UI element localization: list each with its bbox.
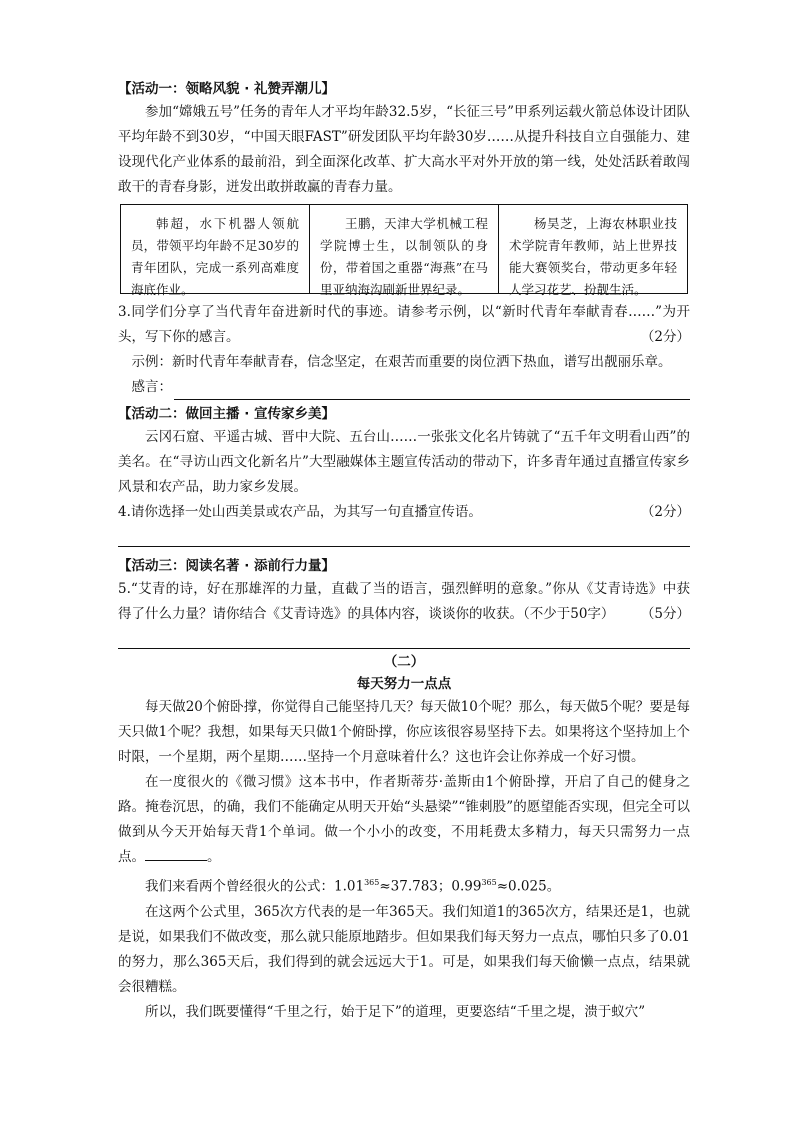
activity1-heading: 【活动一：领略风貌 · 礼赞弄潮儿】 [118,81,336,97]
article-formula-paragraph: 我们来看两个曾经很火的公式：$1.01^{365}\approx 37.783$；$0.99^{365}\approx 0.025$。 [145,878,561,895]
hero-cards [120,204,688,297]
question-4-answer-line[interactable] [118,545,690,547]
question-4-points: （2分） [640,504,690,520]
hero-card-hanchao: 韩超，水下机器人领航员，带领平均年龄不足30岁的青年团队，完成一系列高难度海底作业。 [131,216,299,297]
part2-label: （二） [383,654,425,670]
article-paragraph-5: 所以，我们既要懂得“千里之行，始于足下”的道理，更要恣结“千里之堤，溃于蚁穴” [145,1003,646,1020]
question-3 [118,300,690,400]
article-paragraph-1: 每天做20个俯卧撑，你觉得自己能坚持几天？每天做10个呢？那么，每天做5个呢？要是每天只做1个呢？我想，如果每天只做1个俯卧撑，你应该很容易坚持下去。如果将这个坚持加上个时限，一个星期，两个星期……坚持一个月意味着什么？这也许会让你养成一个好习惯。 [118,699,690,765]
question-3-points: （2分） [640,329,690,345]
hero-card-wangpeng: 王鹏，天津大学机械工程学院博士生，以制领队的身份，带着国之重器“海燕”在马里亚纳海沟刷新世界纪录。 [309,205,498,293]
article-paragraph-4: 在这两个公式里，365次方代表的是一年365天。我们知道1的365次方，结果还是1，也就是说，如果我们不做改变，那么就只能原地踏步。但如果我们每天努力一点点，哪怕只多了0.01的努力，那么365天后，我们得到的就会远远大于1。可是，如果我们每天偷懒一点点，结果就会很糟糕。 [118,903,690,995]
question-5-text: 5.“艾青的诗，好在那雄浑的力量，直截了当的语言，强烈鲜明的意象。”你从《艾青诗选》中获得了什么力量？请你结合《艾青诗选》的具体内容，谈谈你的收获。（不少于50字） （5分） [118,577,690,627]
activity2-intro: 云冈石窟、平遥古城、晋中大院、五台山……一张张文化名片铸就了“五千年文明看山西”的美名。在“寻访山西文化新名片”大型融媒体主题宣传活动的带动下，许多青年通过直播宣传家乡风景和农产品，助力家乡发展。 [118,429,690,495]
question-5-answer-line[interactable] [118,647,690,649]
question-5-points: （5分） [640,606,690,622]
exam-page [118,78,690,1025]
activity2-heading: 【活动二：做回主播 · 宣传家乡美】 [118,406,336,422]
question-3-example: 示例：新时代青年奉献青春，信念坚定，在艰苦而重要的岗位洒下热血，谱写出靓丽乐章。 [131,354,672,370]
question-3-text: 3.同学们分享了当代青年奋进新时代的事迹。请参考示例，以“新时代青年奉献青春……”为开头，写下你的感言。 （2分） [118,300,690,350]
activity1-intro: 参加“嫦娥五号”任务的青年人才平均年龄32.5岁，“长征三号”甲系列运载火箭总体设计团队平均年龄不到30岁，“中国天眼FAST”研发团队平均年龄30岁……从提升科技自立自强能力、建设现代化产业体系的最前沿，到全面深化改革、扩大高水平对外开放的第一线，处处活跃着敢闯敢干的青春身影，迸发出敢拼敢赢的青春力量。 [118,104,690,195]
activity3-heading: 【活动三：阅读名著 · 添前行力量】 [118,558,336,574]
fill-in-blank[interactable] [145,848,207,861]
question-4 [118,500,690,525]
question-3-answer[interactable] [118,375,690,400]
answer-line[interactable] [174,382,690,400]
answer-label: 感言： [131,379,172,395]
article-paragraph-2: 在一度很火的《微习惯》这本书中，作者斯蒂芬·盖斯由1个俯卧撑，开启了自己的健身之路。掩卷沉思，的确，我们不能确定从明天开始“头悬梁”“锥刺股”的愿望能否实现，但完全可以做到从今天开始每天背1个单词。做一个小小的改变，不用耗费太多精力，每天只需努力一点点。 。 [118,774,690,865]
question-4-text: 4.请你选择一处山西美景或农产品，为其写一句直播宣传语。 [118,504,482,520]
hero-card-yanghaozhi: 杨昊芝，上海农林职业技术学院青年教师，站上世界技能大赛领奖台，带动更多年轻人学习花艺、扮靓生活。 [498,205,687,293]
article-title: 每天努力一点点 [356,676,452,692]
